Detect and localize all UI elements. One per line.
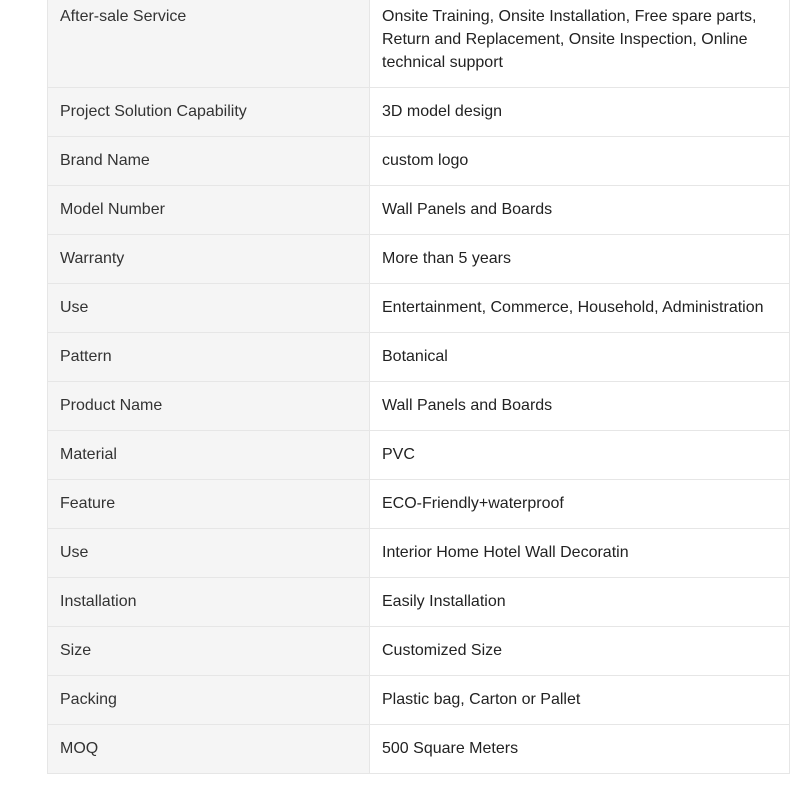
spec-label: After-sale Service <box>48 0 370 88</box>
spec-label: MOQ <box>48 725 370 774</box>
spec-value: 3D model design <box>370 88 790 137</box>
spec-row-moq <box>48 725 790 774</box>
spec-value: ECO-Friendly+waterproof <box>370 480 790 529</box>
spec-label: Model Number <box>48 186 370 235</box>
spec-value: Easily Installation <box>370 578 790 627</box>
spec-row-model-number <box>48 186 790 235</box>
spec-label: Brand Name <box>48 137 370 186</box>
spec-value: More than 5 years <box>370 235 790 284</box>
spec-label: Packing <box>48 676 370 725</box>
spec-label: Product Name <box>48 382 370 431</box>
spec-value: Interior Home Hotel Wall Decoratin <box>370 529 790 578</box>
spec-label: Pattern <box>48 333 370 382</box>
spec-label: Installation <box>48 578 370 627</box>
spec-row-warranty <box>48 235 790 284</box>
spec-row-use-interior <box>48 529 790 578</box>
spec-value: Customized Size <box>370 627 790 676</box>
spec-label: Use <box>48 284 370 333</box>
spec-label: Use <box>48 529 370 578</box>
product-specs-table <box>47 0 790 774</box>
spec-row-installation <box>48 578 790 627</box>
spec-label: Material <box>48 431 370 480</box>
spec-value: Wall Panels and Boards <box>370 186 790 235</box>
spec-label: Warranty <box>48 235 370 284</box>
spec-value: Botanical <box>370 333 790 382</box>
spec-row-feature <box>48 480 790 529</box>
spec-value: Entertainment, Commerce, Household, Administration <box>370 284 790 333</box>
spec-row-material <box>48 431 790 480</box>
spec-row-after-sale-service <box>48 0 790 88</box>
spec-row-size <box>48 627 790 676</box>
spec-label: Project Solution Capability <box>48 88 370 137</box>
spec-value: custom logo <box>370 137 790 186</box>
spec-row-brand-name <box>48 137 790 186</box>
spec-value: Onsite Training, Onsite Installation, Free spare parts, Return and Replacement, Onsite Inspection, Online technical support <box>370 0 790 88</box>
spec-value: PVC <box>370 431 790 480</box>
spec-row-product-name <box>48 382 790 431</box>
spec-label: Feature <box>48 480 370 529</box>
spec-label: Size <box>48 627 370 676</box>
spec-value: Wall Panels and Boards <box>370 382 790 431</box>
spec-row-packing <box>48 676 790 725</box>
spec-value: 500 Square Meters <box>370 725 790 774</box>
spec-row-pattern <box>48 333 790 382</box>
spec-value: Plastic bag, Carton or Pallet <box>370 676 790 725</box>
spec-row-use <box>48 284 790 333</box>
spec-row-project-solution <box>48 88 790 137</box>
